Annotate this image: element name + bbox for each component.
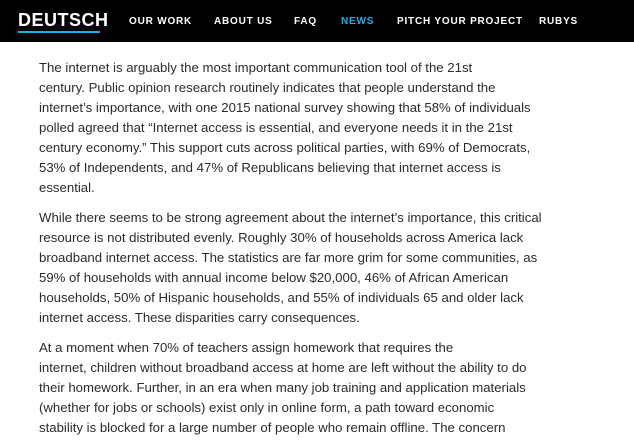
nav-about-us[interactable]: ABOUT US [214,16,273,27]
paragraph-2 [39,208,579,328]
paragraph-1 [39,58,579,198]
paragraph-line: 59% of households with annual income below $20,000, 46% of African American [39,270,509,285]
paragraph-line: stability is blocked for a large number of people who remain offline. The concern [39,420,506,435]
paragraph-line: polled agreed that “Internet access is essential, and everyone needs it in the 21st [39,120,513,135]
paragraph-line: At a moment when 70% of teachers assign homework that requires the [39,340,454,355]
paragraph-line: their homework. Further, in an era when many job training and application materials [39,380,526,395]
top-navigation-bar [0,0,634,42]
paragraph-line: century economy.” This support cuts across political parties, with 69% of Democrats, [39,140,531,155]
paragraph-line: resource is not distributed evenly. Roughly 30% of households across America lack [39,230,524,245]
nav-pitch-your-project[interactable]: PITCH YOUR PROJECT [397,16,523,27]
paragraph-line: The internet is arguably the most important communication tool of the 21st [39,60,473,75]
paragraph-line: households, 50% of Hispanic households, and 55% of individuals 65 and older lack [39,290,524,305]
paragraph-line: (whether for jobs or schools) exist only in online form, a path toward economic [39,400,495,415]
nav-our-work[interactable]: OUR WORK [129,16,193,27]
paragraph-line: essential. [39,180,95,195]
deutsch-logo[interactable]: DEUTSCH [18,10,109,30]
nav-news[interactable]: NEWS [341,16,375,27]
paragraph-line: internet’s importance, with one 2015 national survey showing that 58% of individuals [39,100,531,115]
article-body [39,58,579,448]
paragraph-line: While there seems to be strong agreement about the internet’s importance, this critical [39,210,542,225]
logo-underline [18,31,100,33]
paragraph-line: broadband internet access. The statistics are far more grim for some communities, as [39,250,538,265]
paragraph-line: internet access. These disparities carry consequences. [39,310,360,325]
paragraph-3 [39,338,579,438]
nav-rubys[interactable]: RUBYS [539,16,579,27]
paragraph-line: 53% of Independents, and 47% of Republicans believing that internet access is [39,160,501,175]
paragraph-line: century. Public opinion research routinely indicates that people understand the [39,80,496,95]
nav-faq[interactable]: FAQ [294,16,317,27]
paragraph-line: internet, children without broadband access at home are left without the ability to do [39,360,527,375]
